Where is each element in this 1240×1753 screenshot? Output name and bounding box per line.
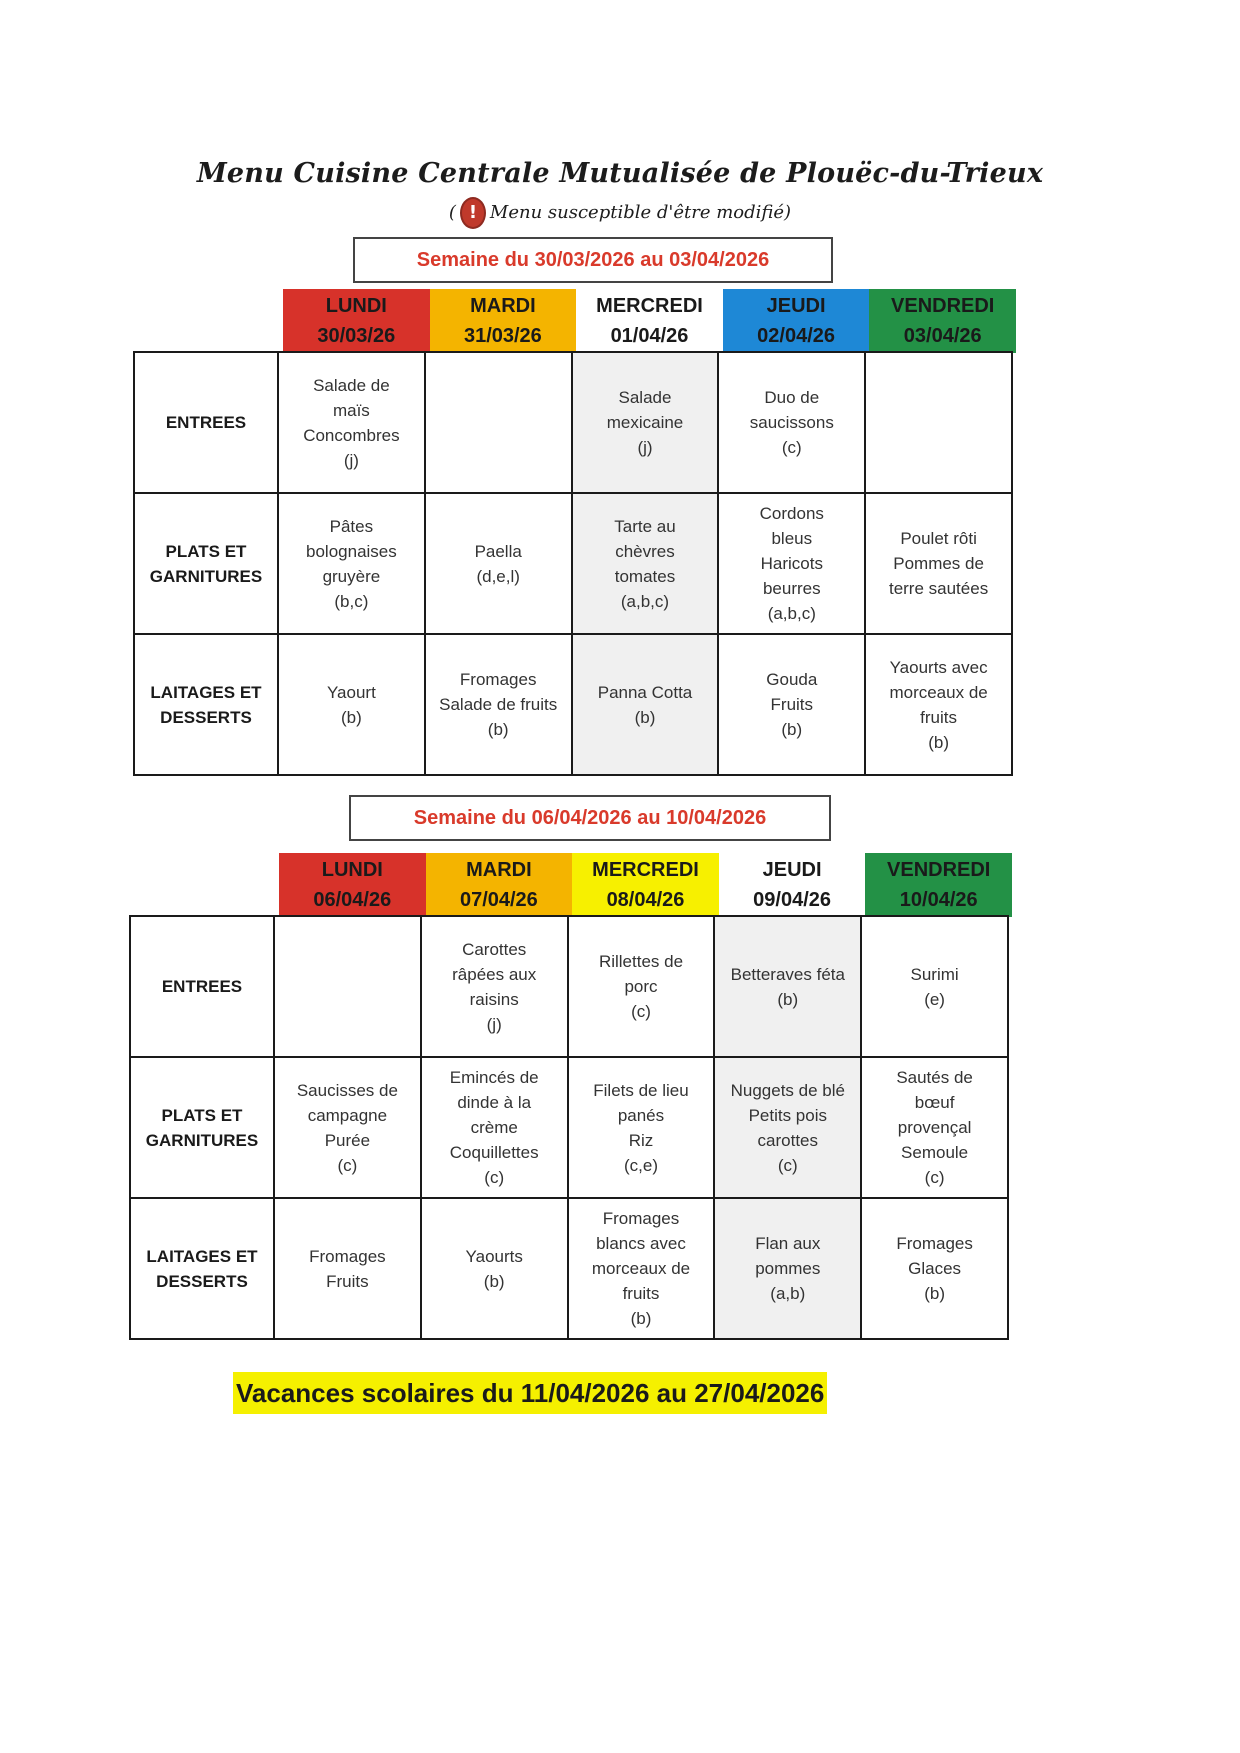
menu-cell: Tarte au chèvres tomates (a,b,c)	[573, 494, 718, 633]
week-2-label: Semaine du 06/04/2026 au 10/04/2026	[349, 795, 831, 841]
row-label-laitages: LAITAGES ET DESSERTS	[131, 1199, 273, 1338]
menu-cell	[426, 353, 571, 492]
day-name: LUNDI	[321, 859, 383, 881]
menu-cell: Fromages blancs avec morceaux de fruits (b)	[569, 1199, 714, 1338]
menu-cell	[866, 353, 1011, 492]
subtitle-open-paren: (	[448, 202, 456, 223]
day-name: LUNDI	[325, 295, 387, 317]
row-label-plats: PLATS ET GARNITURES	[131, 1058, 273, 1197]
menu-cell: Yaourts avec morceaux de fruits (b)	[866, 635, 1011, 774]
week-2-day-3	[719, 853, 866, 917]
day-date: 01/04/26	[610, 325, 689, 347]
week-1-day-4	[869, 289, 1016, 353]
menu-cell: Filets de lieu panés Riz (c,e)	[569, 1058, 714, 1197]
day-date: 07/04/26	[459, 889, 538, 911]
menu-cell: Fromages Glaces (b)	[862, 1199, 1007, 1338]
menu-cell: Emincés de dinde à la crème Coquillettes (c)	[422, 1058, 567, 1197]
week-2-day-header	[279, 853, 1012, 917]
menu-cell: Fromages Fruits	[275, 1199, 420, 1338]
row-label-entrees: ENTREES	[131, 917, 273, 1056]
day-name: MERCREDI	[592, 859, 699, 881]
week-2-day-0	[279, 853, 426, 917]
menu-cell: Panna Cotta (b)	[573, 635, 718, 774]
day-name: JEUDI	[762, 859, 822, 881]
menu-cell: Flan aux pommes (a,b)	[715, 1199, 860, 1338]
day-date: 08/04/26	[606, 889, 685, 911]
menu-cell: Surimi (e)	[862, 917, 1007, 1056]
week-2-day-1	[426, 853, 573, 917]
menu-cell: Rillettes de porc (c)	[569, 917, 714, 1056]
week-1-day-3	[723, 289, 870, 353]
menu-cell: Nuggets de blé Petits pois carottes (c)	[715, 1058, 860, 1197]
week-2-day-4	[865, 853, 1012, 917]
menu-cell: Fromages Salade de fruits (b)	[426, 635, 571, 774]
week-1-day-0	[283, 289, 430, 353]
day-date: 06/04/26	[313, 889, 392, 911]
week-1-label: Semaine du 30/03/2026 au 03/04/2026	[353, 237, 833, 283]
menu-cell: Duo de saucissons (c)	[719, 353, 864, 492]
menu-cell: Yaourts (b)	[422, 1199, 567, 1338]
week-2-day-2	[572, 853, 719, 917]
day-date: 02/04/26	[757, 325, 836, 347]
page-title: Menu Cuisine Centrale Mutualisée de Plouëc-du-Trieux	[196, 158, 1044, 189]
day-date: 30/03/26	[317, 325, 396, 347]
menu-cell: Gouda Fruits (b)	[719, 635, 864, 774]
row-label-plats: PLATS ET GARNITURES	[135, 494, 277, 633]
row-label-laitages: LAITAGES ET DESSERTS	[135, 635, 277, 774]
day-name: MERCREDI	[596, 295, 703, 317]
menu-cell: Poulet rôti Pommes de terre sautées	[866, 494, 1011, 633]
week-1-day-header	[283, 289, 1016, 353]
row-label-entrees: ENTREES	[135, 353, 277, 492]
vacances-banner: Vacances scolaires du 11/04/2026 au 27/04/2026	[233, 1372, 827, 1414]
day-date: 31/03/26	[463, 325, 542, 347]
menu-cell: Saucisses de campagne Purée (c)	[275, 1058, 420, 1197]
day-name: MARDI	[470, 295, 536, 317]
menu-cell	[275, 917, 420, 1056]
menu-cell: Salade mexicaine (j)	[573, 353, 718, 492]
warning-icon: !	[460, 197, 486, 229]
subtitle-text: Menu susceptible d'être modifié)	[489, 202, 792, 223]
day-name: VENDREDI	[891, 295, 995, 317]
week-1-day-1	[430, 289, 577, 353]
week-1-menu-table	[133, 351, 1013, 776]
menu-cell: Pâtes bolognaises gruyère (b,c)	[279, 494, 424, 633]
day-name: VENDREDI	[887, 859, 991, 881]
week-2-menu-table	[129, 915, 1009, 1340]
day-date: 10/04/26	[899, 889, 978, 911]
day-name: MARDI	[466, 859, 532, 881]
page-subtitle	[0, 197, 1240, 229]
menu-cell: Paella (d,e,l)	[426, 494, 571, 633]
menu-cell: Yaourt (b)	[279, 635, 424, 774]
week-1-day-2	[576, 289, 723, 353]
menu-cell: Sautés de bœuf provençal Semoule (c)	[862, 1058, 1007, 1197]
day-date: 09/04/26	[753, 889, 832, 911]
menu-cell: Betteraves féta (b)	[715, 917, 860, 1056]
menu-cell: Carottes râpées aux raisins (j)	[422, 917, 567, 1056]
day-date: 03/04/26	[903, 325, 982, 347]
day-name: JEUDI	[766, 295, 826, 317]
menu-cell: Salade de maïs Concombres (j)	[279, 353, 424, 492]
menu-cell: Cordons bleus Haricots beurres (a,b,c)	[719, 494, 864, 633]
